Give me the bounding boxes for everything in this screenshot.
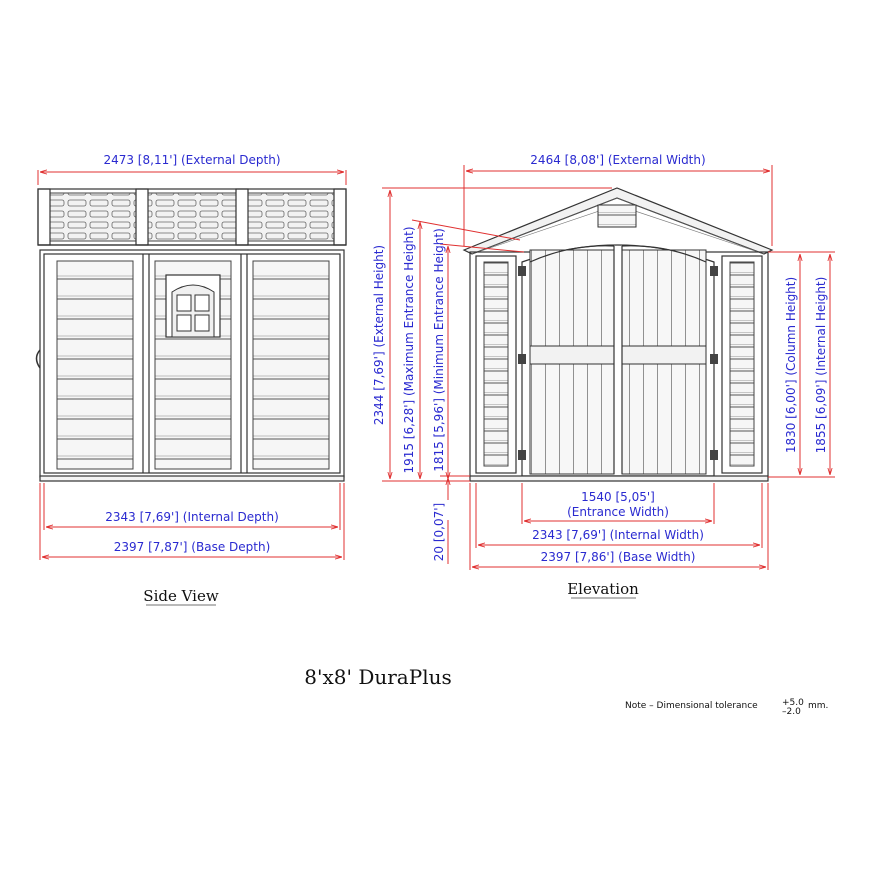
- tolerance-note: [625, 698, 828, 717]
- base-width-label: 2397 [7,86'] (Base Width): [540, 550, 696, 564]
- side-roof: [38, 189, 346, 245]
- external-width-label: 2464 [8,08'] (External Width): [530, 153, 706, 167]
- internal-depth-label: 2343 [7,69'] (Internal Depth): [105, 510, 279, 524]
- model-title: 8'x8' DuraPlus: [304, 665, 452, 689]
- internal-width-label: 2343 [7,69'] (Internal Width): [532, 528, 704, 542]
- elevation-base: [470, 476, 768, 481]
- floor-height-label: 20 [0,07']: [432, 502, 446, 562]
- tolerance-minus: –2.0: [782, 707, 801, 717]
- side-view-caption: Side View: [143, 587, 219, 605]
- base-depth-label: 2397 [7,87'] (Base Depth): [113, 540, 271, 554]
- tolerance-unit: mm.: [808, 701, 829, 711]
- internal-height-label: 1855 [6,09'] (Internal Height): [814, 276, 828, 454]
- roof-vent: [598, 205, 636, 227]
- entrance-width-value: 1540 [5,05']: [581, 490, 655, 504]
- entrance-width-label: (Entrance Width): [567, 505, 669, 519]
- tolerance-plus: +5.0: [782, 698, 804, 708]
- min-entrance-height-label: 1815 [5,96'] (Minimum Entrance Height): [432, 228, 446, 472]
- elevation-caption: Elevation: [567, 580, 639, 598]
- side-window: [166, 275, 220, 337]
- side-view: [37, 153, 347, 605]
- external-depth-label: 2473 [8,11'] (External Depth): [103, 153, 281, 167]
- elevation-view: [372, 153, 835, 598]
- note-text: Note – Dimensional tolerance: [625, 701, 758, 711]
- side-base: [40, 476, 344, 481]
- external-height-label: 2344 [7,69'] (External Height): [372, 244, 386, 426]
- elevation-roof: [464, 188, 772, 254]
- column-height-label: 1830 [6,00'] (Column Height): [784, 276, 798, 454]
- max-entrance-height-label: 1915 [6,28'] (Maximum Entrance Height): [402, 226, 416, 474]
- side-wall: [37, 250, 345, 477]
- elevation-doors: [518, 245, 718, 476]
